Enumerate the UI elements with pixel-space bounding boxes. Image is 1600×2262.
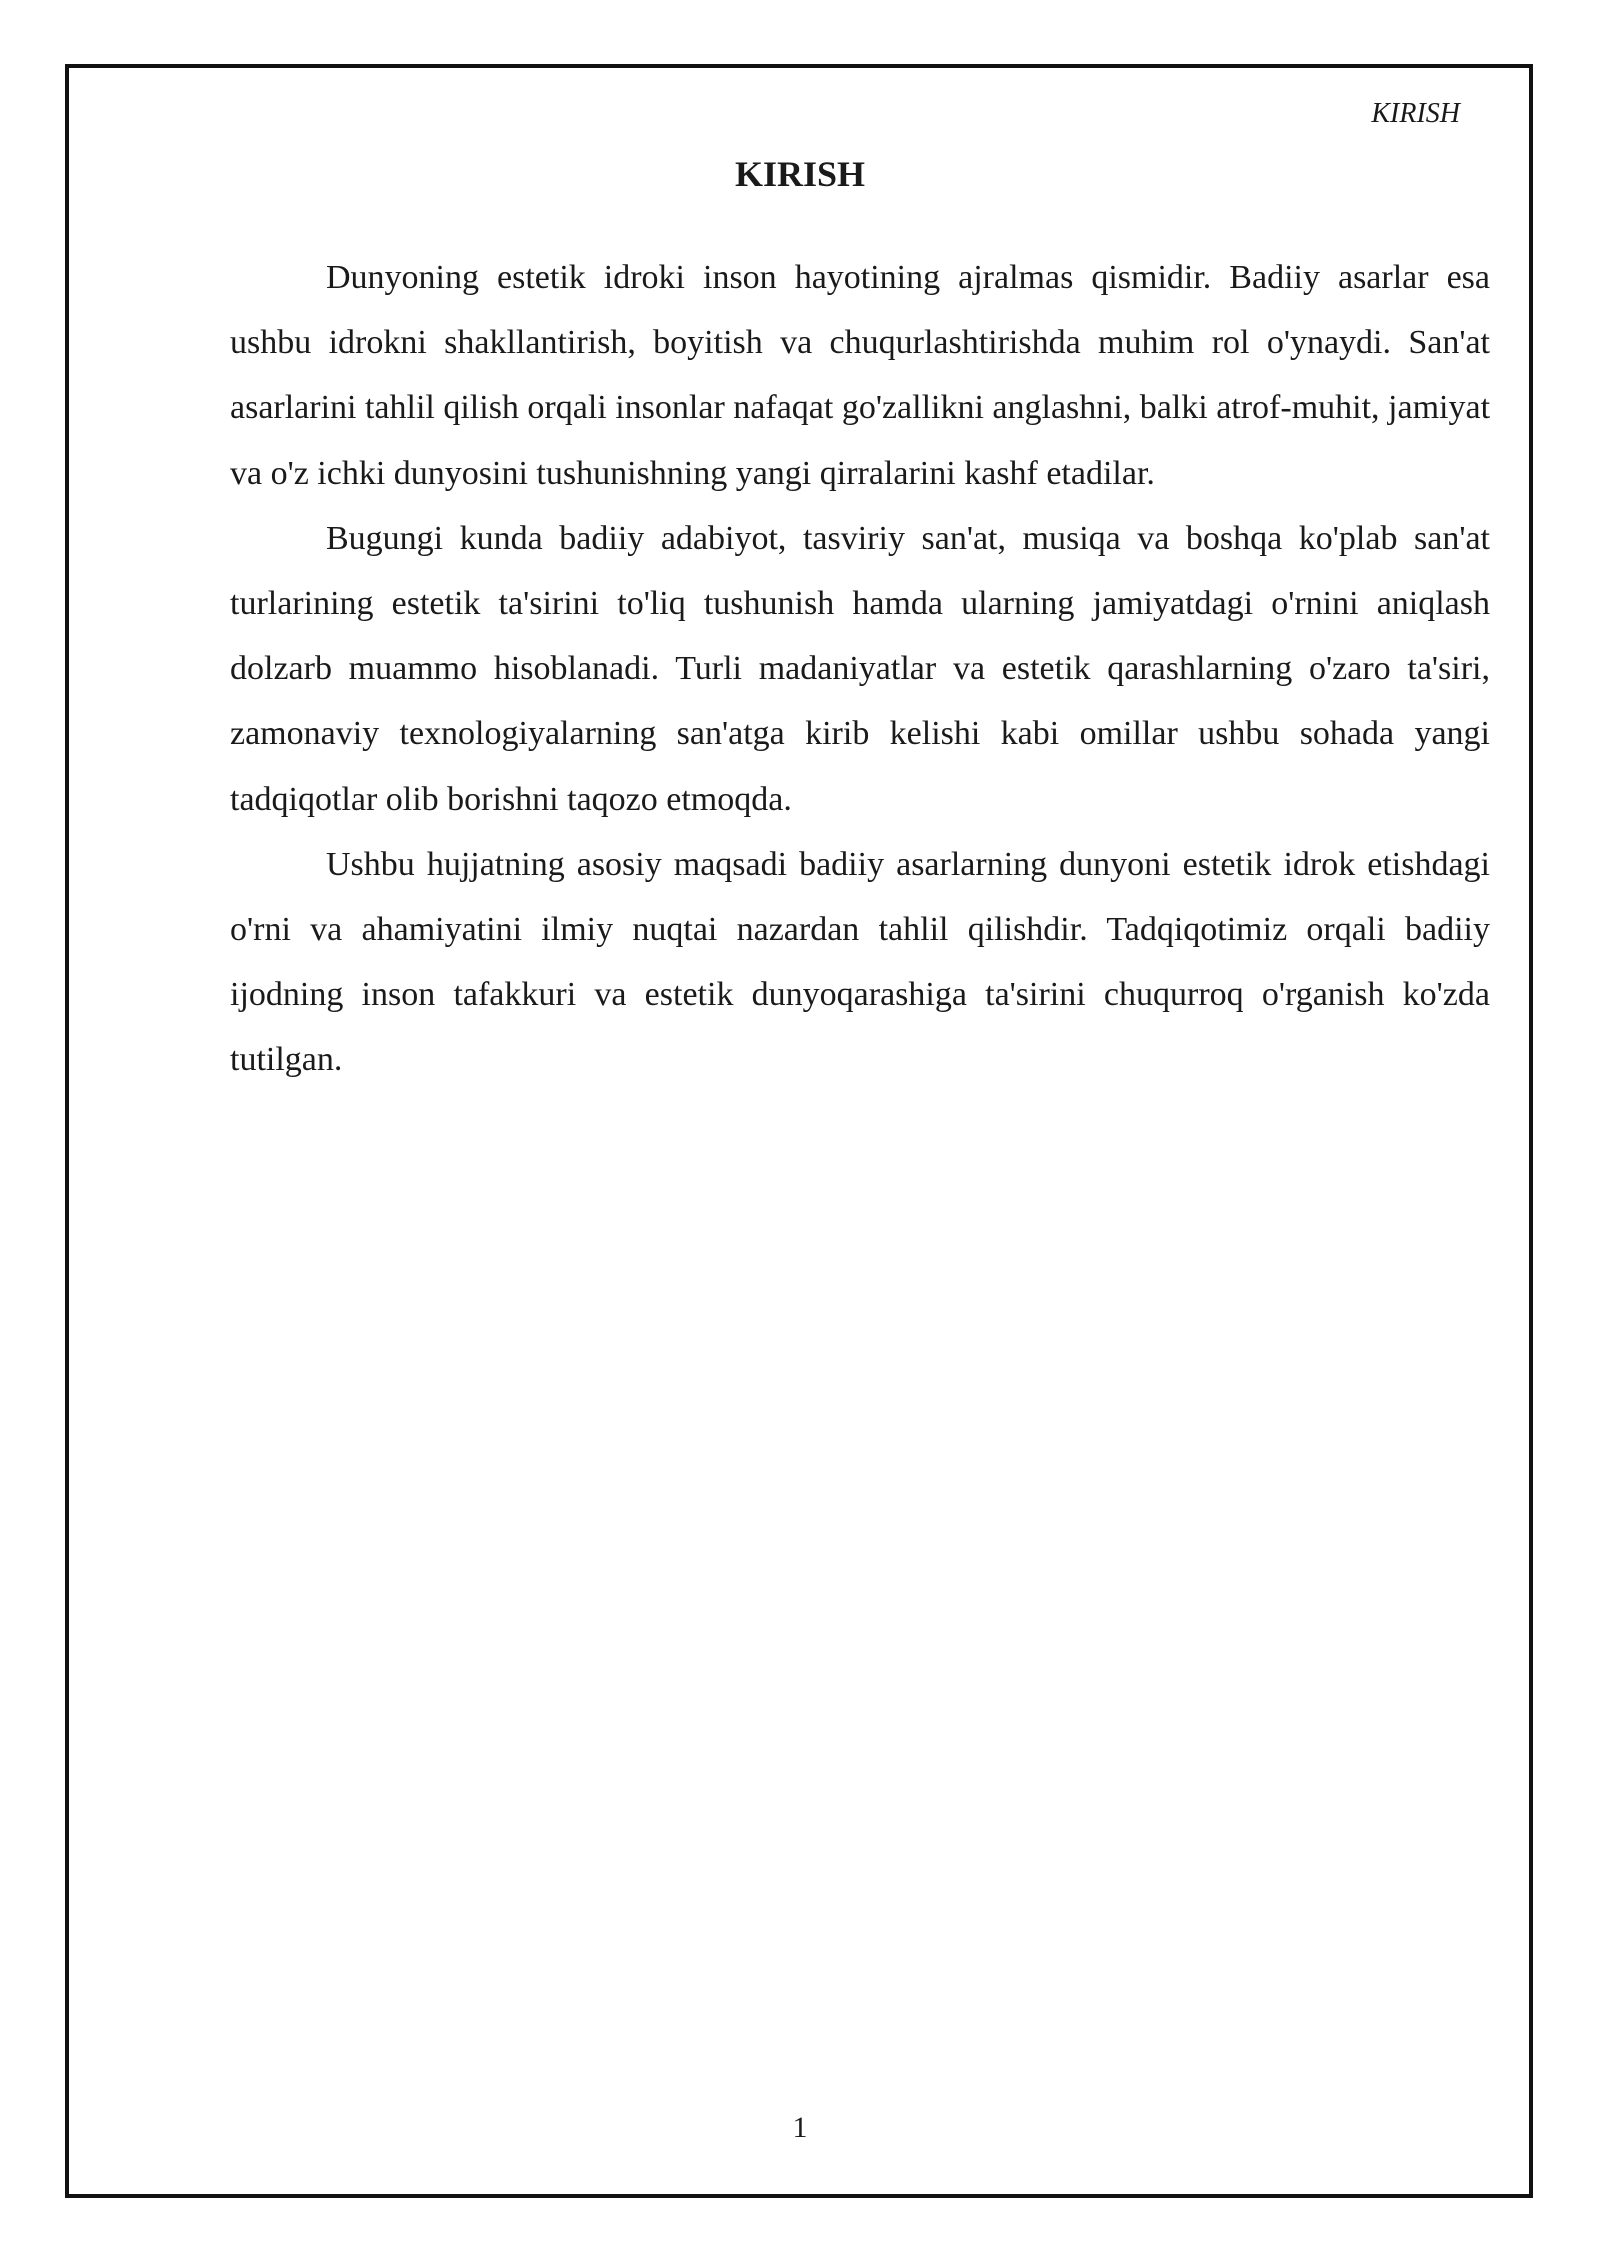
- page-number: 1: [792, 2111, 808, 2144]
- paragraph: Dunyoning estetik idroki inson hayotining ajralmas qismidir. Badiiy asarlar esa ushbu idrokni shakllantirish, boyitish va chuqurlashtirishda muhim rol o'ynaydi. San'at asarlarini tahlil qilish orqali insonlar nafaqat go'zallikni anglashni, balki atrof-muhit, jamiyat va o'z ichki dunyosini tushunishning yangi qirralarini kashf etadilar.: [230, 259, 1491, 492]
- body-text: [230, 245, 1490, 1093]
- page-title: KIRISH: [734, 154, 866, 194]
- paragraph: Ushbu hujjatning asosiy maqsadi badiiy asarlarning dunyoni estetik idrok etishdagi o'rni va ahamiyatini ilmiy nuqtai nazardan tahlil qilishdir. Tadqiqotimiz orqali badiiy ijodning inson tafakkuri va estetik dunyoqarashiga ta'sirini chuqurroq o'rganish ko'zda tutilgan.: [230, 845, 1490, 1079]
- running-header: KIRISH: [1371, 98, 1460, 129]
- paragraph: Bugungi kunda badiiy adabiyot, tasviriy san'at, musiqa va boshqa ko'plab san'at turlarining estetik ta'sirini to'liq tushunish hamda ularning jamiyatdagi o'rnini aniqlash dolzarb muammo hisoblanadi. Turli madaniyatlar va estetik qarashlarning o'zaro ta'siri, zamonaviy texnologiyalarning san'atga kirib kelishi kabi omillar ushbu sohada yangi tadqiqotlar olib borishni taqozo etmoqda.: [230, 519, 1490, 818]
